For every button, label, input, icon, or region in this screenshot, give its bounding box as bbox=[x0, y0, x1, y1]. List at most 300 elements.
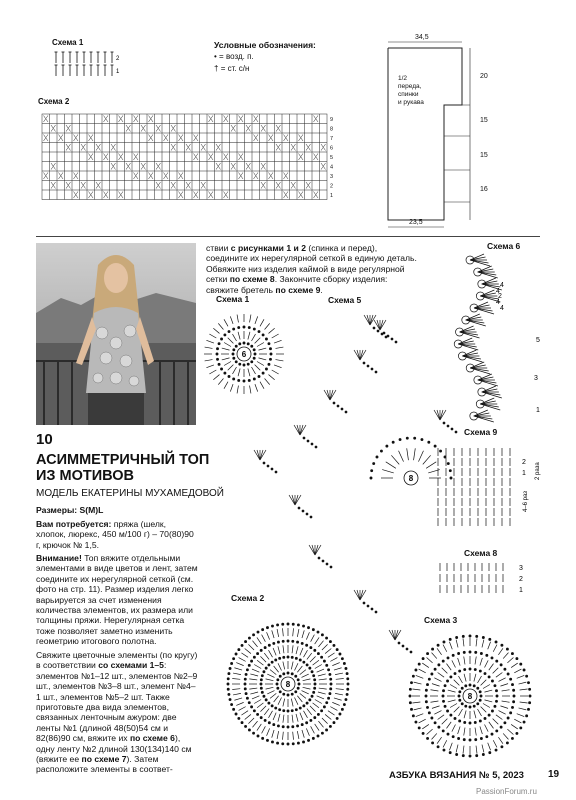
stitch-ch bbox=[269, 358, 271, 360]
stitch-dc bbox=[255, 384, 258, 392]
stitch-dc bbox=[295, 663, 298, 670]
stitch-dc bbox=[313, 660, 319, 665]
stitch-dc bbox=[273, 713, 276, 720]
petal-stitch bbox=[330, 390, 333, 400]
stitch-ch bbox=[251, 361, 253, 363]
stitch-ch bbox=[475, 651, 477, 653]
stitch-dc bbox=[330, 658, 337, 662]
stitch-dc bbox=[252, 334, 256, 341]
stitch-ch bbox=[484, 672, 486, 674]
stitch-dc bbox=[419, 719, 426, 723]
stitch-ch bbox=[287, 726, 289, 728]
stitch-dc bbox=[517, 714, 524, 717]
stitch-ch bbox=[501, 746, 503, 748]
stitch-dc bbox=[520, 702, 528, 703]
stitch-dc bbox=[503, 653, 508, 659]
petal-stitch bbox=[260, 450, 266, 460]
stitch-ch bbox=[442, 660, 444, 662]
stitch-ch bbox=[321, 732, 323, 734]
stitch-ch bbox=[488, 714, 490, 716]
petal-stitch bbox=[297, 425, 300, 435]
stitch-dc bbox=[438, 715, 444, 720]
stitch-dc bbox=[224, 382, 228, 389]
stitch-ch bbox=[345, 667, 347, 669]
stitch-dc bbox=[269, 711, 273, 718]
petal-stitch bbox=[312, 545, 315, 555]
body-bold: по схеме 6 bbox=[129, 733, 175, 744]
stitch-ch bbox=[229, 667, 231, 669]
col2-part: (спинка и перед), соедините их нерегулярной сеткой в единую деталь. Обвяжите низ изделия каймой в виде регулярной сетки bbox=[206, 243, 417, 285]
footer-watermark: PassionForum.ru bbox=[476, 787, 537, 796]
stitch-ch bbox=[496, 695, 498, 697]
stitch-ch bbox=[458, 652, 460, 654]
stitch-ch bbox=[451, 428, 453, 430]
stitch-dc bbox=[452, 725, 456, 732]
stitch-ch bbox=[333, 721, 335, 723]
stitch-ch bbox=[473, 705, 475, 707]
stitch-ch bbox=[511, 706, 513, 708]
stitch-ch bbox=[271, 468, 273, 470]
stitch-ch bbox=[444, 705, 446, 707]
stitch-ch bbox=[513, 695, 515, 697]
stitch-ch bbox=[268, 363, 270, 365]
stitch-ch bbox=[392, 441, 394, 443]
stitch-ch bbox=[322, 560, 324, 562]
stitch-ch bbox=[450, 477, 452, 479]
stitch-dc bbox=[500, 684, 508, 686]
stitch-ch bbox=[295, 709, 297, 711]
stitch-ch bbox=[465, 705, 467, 707]
col2-part: . Закончите сборку изделия: свяжите бретель bbox=[206, 274, 388, 295]
stitch-ch bbox=[443, 641, 445, 643]
footer-page: 19 bbox=[548, 769, 560, 780]
stitch-dc bbox=[319, 688, 327, 689]
stitch-ch bbox=[333, 644, 335, 646]
stitch-dc bbox=[257, 343, 264, 347]
stitch-ch bbox=[250, 660, 252, 662]
stitch-dc bbox=[318, 721, 323, 727]
stitch-ch bbox=[473, 685, 475, 687]
stitch-ch bbox=[220, 368, 222, 370]
stitch-ch bbox=[267, 465, 269, 467]
stitch-ch bbox=[381, 333, 383, 335]
stitch-dc bbox=[446, 722, 451, 728]
stitch-dc bbox=[332, 663, 339, 666]
stitch-ch bbox=[325, 729, 327, 731]
stitch-ch bbox=[306, 513, 308, 515]
stitch-ch bbox=[422, 657, 424, 659]
stitch-ch bbox=[491, 733, 493, 735]
stitch-dc bbox=[422, 724, 429, 729]
petal-stitch bbox=[292, 495, 295, 505]
stitch-ch bbox=[296, 725, 298, 727]
stitch-dc bbox=[434, 678, 441, 682]
stitch-ch bbox=[327, 669, 329, 671]
stitch-dc bbox=[237, 315, 238, 323]
stitch-ch bbox=[314, 679, 316, 681]
petal-stitch bbox=[327, 390, 330, 400]
stitch-ch bbox=[527, 682, 529, 684]
stitch-ch bbox=[462, 755, 464, 757]
stitch-ch bbox=[339, 713, 341, 715]
stitch-ch bbox=[253, 710, 255, 712]
stitch-dc bbox=[448, 700, 456, 702]
stitch-dc bbox=[293, 732, 294, 740]
stitch-ch bbox=[260, 717, 262, 719]
stitch-dc bbox=[272, 630, 274, 638]
article-title bbox=[36, 452, 209, 484]
stitch-ch bbox=[326, 702, 328, 704]
attention-label: Внимание! bbox=[36, 553, 82, 563]
stitch-ch bbox=[482, 636, 484, 638]
pattern-label-line: спинки bbox=[398, 91, 419, 98]
stitch-ch bbox=[291, 710, 293, 712]
stitch-dc bbox=[325, 648, 331, 653]
stitch-ch bbox=[330, 688, 332, 690]
stitch-ch bbox=[428, 712, 430, 714]
stitch-dc bbox=[248, 368, 250, 376]
col2-bold: с рисунками 1 и 2 bbox=[230, 243, 306, 253]
stitch-ch bbox=[438, 664, 440, 666]
stitch-ch bbox=[276, 742, 278, 744]
stitch-dc bbox=[296, 714, 298, 722]
stitch-ch bbox=[480, 695, 482, 697]
motif-num-s1: 6 bbox=[241, 350, 247, 359]
stitch-dc bbox=[206, 365, 214, 368]
stitch-ch bbox=[306, 644, 308, 646]
stitch-ch bbox=[449, 638, 451, 640]
stitch-dc bbox=[438, 672, 444, 677]
stitch-dc bbox=[318, 641, 323, 647]
stitch-ch bbox=[283, 673, 285, 675]
stitch-ch bbox=[268, 664, 270, 666]
stitch-dc bbox=[257, 660, 263, 665]
stitch-ch bbox=[484, 717, 486, 719]
stitch-ch bbox=[282, 743, 284, 745]
stitch-ch bbox=[235, 345, 237, 347]
petal-stitch bbox=[364, 315, 370, 325]
stitch-ch bbox=[279, 709, 281, 711]
stitch-dc bbox=[258, 358, 266, 360]
s8-num: 1 bbox=[519, 587, 523, 594]
stitch-ch bbox=[507, 673, 509, 675]
stitch-ch bbox=[228, 672, 230, 674]
stitch-ch bbox=[297, 679, 299, 681]
stitch-dc bbox=[391, 455, 399, 464]
stitch-ch bbox=[266, 627, 268, 629]
stitch-ch bbox=[231, 703, 233, 705]
stitch-ch bbox=[337, 405, 339, 407]
stitch-dc bbox=[255, 338, 261, 344]
petal-stitch bbox=[254, 450, 260, 460]
stitch-ch bbox=[251, 345, 253, 347]
pattern-label-line: переда, bbox=[398, 83, 422, 90]
stitch-ch bbox=[422, 732, 424, 734]
stitch-dc bbox=[454, 680, 460, 686]
stitch-ch bbox=[444, 456, 446, 458]
stitch-ch bbox=[346, 672, 348, 674]
legend-text-ch: = возд. п. bbox=[219, 52, 254, 61]
stitch-ch bbox=[479, 670, 481, 672]
stitch-dc bbox=[270, 670, 276, 675]
stitch-ch bbox=[330, 678, 332, 680]
stitch-dc bbox=[407, 448, 409, 460]
stitch-ch bbox=[428, 441, 430, 443]
stitch-dc bbox=[426, 462, 436, 468]
band-stitch bbox=[482, 281, 498, 284]
s9-repeat: 4–6 раз bbox=[523, 490, 529, 512]
stitch-dc bbox=[330, 707, 337, 711]
stitch-ch bbox=[279, 691, 281, 693]
stitch-ch bbox=[302, 741, 304, 743]
petal-stitch bbox=[380, 320, 386, 330]
stitch-dc bbox=[232, 679, 240, 680]
stitch-ch bbox=[495, 700, 497, 702]
stitch-ch bbox=[465, 685, 467, 687]
stitch-ch bbox=[500, 726, 502, 728]
stitch-ch bbox=[312, 737, 314, 739]
stitch-ch bbox=[402, 645, 404, 647]
stitch-dc bbox=[278, 646, 280, 654]
stitch-ch bbox=[317, 652, 319, 654]
stitch-dc bbox=[481, 680, 487, 686]
stitch-ch bbox=[258, 375, 260, 377]
petal-stitch bbox=[300, 425, 303, 435]
stitch-dc bbox=[332, 702, 339, 705]
stitch-dc bbox=[250, 692, 258, 694]
stitch-ch bbox=[373, 462, 375, 464]
stitch-ch bbox=[239, 343, 241, 345]
stitch-dc bbox=[239, 707, 246, 711]
s8-num: 2 bbox=[519, 576, 523, 583]
stitch-dc bbox=[382, 470, 394, 473]
stitch-ch bbox=[434, 668, 436, 670]
stitch-dc bbox=[218, 379, 223, 385]
stitch-ch bbox=[496, 660, 498, 662]
stitch-ch bbox=[425, 689, 427, 691]
stitch-dc bbox=[250, 386, 251, 394]
stitch-dc bbox=[269, 328, 275, 333]
stitch-dc bbox=[250, 315, 251, 323]
stitch-dc bbox=[502, 701, 510, 702]
s8-num: 3 bbox=[519, 565, 523, 572]
stitch-ch bbox=[271, 625, 273, 627]
stitch-dc bbox=[283, 628, 284, 636]
s9-num: 1 bbox=[522, 470, 526, 477]
stitch-dc bbox=[442, 719, 448, 725]
body-part: Свяжите цветочные элементы (по кругу) в соответствии bbox=[36, 650, 198, 671]
stitch-ch bbox=[310, 646, 312, 648]
petal-stitch bbox=[260, 450, 263, 460]
stitch-ch bbox=[277, 679, 279, 681]
body-part: : элементов №1–12 шт., элементов №2–9 шт., элементов №3–8 шт., элемент №4–1 шт., элементов №5–2 шт. Также приготовьте два вида элементов, связанных ленточным ажуром: две ленты №1 (длиной 48(50)54 см и 82(86)90 см, вяжите их bbox=[36, 660, 198, 744]
band-stitch bbox=[482, 389, 498, 392]
stitch-ch bbox=[371, 368, 373, 370]
stitch-dc bbox=[218, 323, 223, 329]
stitch-ch bbox=[459, 699, 461, 701]
stitch-ch bbox=[260, 687, 262, 689]
stitch-dc bbox=[325, 714, 331, 719]
stitch-ch bbox=[247, 343, 249, 345]
stitch-dc bbox=[499, 711, 506, 715]
stitch-ch bbox=[287, 640, 289, 642]
stitch-ch bbox=[520, 663, 522, 665]
petal-stitch bbox=[389, 630, 395, 640]
stitch-ch bbox=[295, 675, 297, 677]
stitch-ch bbox=[262, 334, 264, 336]
stitch-dc bbox=[485, 725, 489, 732]
stitch-ch bbox=[415, 721, 417, 723]
stitch-ch bbox=[447, 733, 449, 735]
stitch-ch bbox=[244, 725, 246, 727]
stitch-ch bbox=[243, 342, 245, 344]
stitch-ch bbox=[341, 408, 343, 410]
sizes-label: Размеры: bbox=[36, 505, 78, 515]
stitch-ch bbox=[260, 649, 262, 651]
schema1-row-2: 2 bbox=[116, 56, 120, 62]
stitch-ch bbox=[329, 673, 331, 675]
stitch-ch bbox=[444, 685, 446, 687]
stitch-dc bbox=[297, 696, 302, 702]
stitch-dc bbox=[422, 663, 429, 668]
stitch-dc bbox=[511, 724, 518, 729]
stitch-ch bbox=[268, 343, 270, 345]
stitch-ch bbox=[428, 678, 430, 680]
band-stitch bbox=[470, 365, 486, 368]
band-stitch bbox=[478, 377, 494, 380]
net-row-number: 2 bbox=[330, 183, 334, 190]
stitch-ch bbox=[442, 695, 444, 697]
stitch-ch bbox=[510, 712, 512, 714]
stitch-ch bbox=[292, 640, 294, 642]
stitch-dc bbox=[432, 733, 437, 739]
stitch-ch bbox=[489, 638, 491, 640]
stitch-ch bbox=[476, 635, 478, 637]
stitch-dc bbox=[270, 693, 276, 698]
stitch-dc bbox=[446, 664, 451, 670]
stitch-ch bbox=[231, 662, 233, 664]
motif-num-s3: 8 bbox=[467, 692, 473, 701]
stitch-ch bbox=[474, 721, 476, 723]
stitch-ch bbox=[323, 660, 325, 662]
stitch-dc bbox=[520, 689, 528, 690]
stitch-dc bbox=[464, 728, 465, 736]
stitch-ch bbox=[326, 563, 328, 565]
stitch-ch bbox=[318, 557, 320, 559]
stitch-dc bbox=[238, 332, 240, 340]
stitch-dc bbox=[485, 660, 489, 667]
stitch-ch bbox=[275, 707, 277, 709]
article-materials bbox=[36, 519, 196, 550]
stitch-dc bbox=[264, 709, 269, 715]
stitch-dc bbox=[258, 348, 266, 350]
stitch-ch bbox=[469, 635, 471, 637]
stitch-dc bbox=[266, 679, 274, 681]
stitch-dc bbox=[335, 693, 343, 695]
stitch-dc bbox=[448, 690, 456, 692]
stitch-dc bbox=[252, 721, 257, 727]
stitch-ch bbox=[431, 648, 433, 650]
stitch-ch bbox=[469, 706, 471, 708]
stitch-dc bbox=[300, 670, 306, 675]
stitch-ch bbox=[336, 648, 338, 650]
petal-stitch bbox=[354, 590, 360, 600]
stitch-ch bbox=[458, 737, 460, 739]
stitch-dc bbox=[474, 710, 476, 718]
stitch-dc bbox=[437, 648, 442, 655]
stitch-ch bbox=[275, 659, 277, 661]
stitch-ch bbox=[314, 717, 316, 719]
stitch-dc bbox=[334, 698, 342, 700]
stitch-dc bbox=[432, 653, 437, 659]
stitch-ch bbox=[265, 699, 267, 701]
legend-item-ch bbox=[214, 52, 254, 61]
stitch-ch bbox=[495, 690, 497, 692]
stitch-ch bbox=[526, 675, 528, 677]
stitch-dc bbox=[255, 365, 261, 371]
band-stitch bbox=[480, 401, 496, 404]
net-row-number: 7 bbox=[330, 136, 334, 142]
stitch-dc bbox=[334, 668, 342, 670]
stitch-dc bbox=[291, 699, 293, 707]
stitch-ch bbox=[246, 669, 248, 671]
body-bold: по схеме 7 bbox=[81, 754, 127, 765]
stitch-dc bbox=[277, 629, 279, 637]
stitch-ch bbox=[256, 713, 258, 715]
stitch-ch bbox=[248, 379, 250, 381]
stitch-ch bbox=[463, 651, 465, 653]
stitch-ch bbox=[247, 363, 249, 365]
section-divider bbox=[36, 236, 540, 237]
stitch-dc bbox=[311, 635, 315, 642]
stitch-dc bbox=[478, 676, 482, 683]
stitch-ch bbox=[347, 678, 349, 680]
stitch-ch bbox=[302, 625, 304, 627]
stitch-dc bbox=[300, 693, 306, 698]
stitch-ch bbox=[516, 657, 518, 659]
stitch-ch bbox=[431, 673, 433, 675]
col2-part: . bbox=[320, 284, 323, 295]
stitch-ch bbox=[399, 438, 401, 440]
col2-part: ствии bbox=[206, 243, 229, 253]
stitch-ch bbox=[437, 644, 439, 646]
stitch-dc bbox=[224, 362, 231, 366]
stitch-ch bbox=[415, 669, 417, 671]
stitch-ch bbox=[270, 353, 272, 355]
article-col2 bbox=[206, 243, 420, 295]
petal-stitch bbox=[360, 350, 363, 360]
stitch-ch bbox=[345, 411, 347, 413]
stitch-ch bbox=[501, 644, 503, 646]
stitch-dc bbox=[450, 685, 457, 689]
stitch-ch bbox=[233, 378, 235, 380]
stitch-dc bbox=[248, 644, 254, 650]
stitch-dc bbox=[222, 358, 230, 360]
stitch-ch bbox=[513, 689, 515, 691]
stitch-ch bbox=[447, 425, 449, 427]
stitch-dc bbox=[493, 668, 499, 674]
stitch-dc bbox=[310, 656, 316, 662]
stitch-ch bbox=[239, 363, 241, 365]
stitch-ch bbox=[367, 605, 369, 607]
stitch-dc bbox=[519, 682, 527, 684]
stitch-ch bbox=[265, 368, 267, 370]
schema1-top-label: Схема 1 bbox=[52, 38, 84, 47]
stitch-ch bbox=[449, 752, 451, 754]
stitch-ch bbox=[253, 349, 255, 351]
stitch-ch bbox=[476, 755, 478, 757]
stitch-ch bbox=[268, 702, 270, 704]
